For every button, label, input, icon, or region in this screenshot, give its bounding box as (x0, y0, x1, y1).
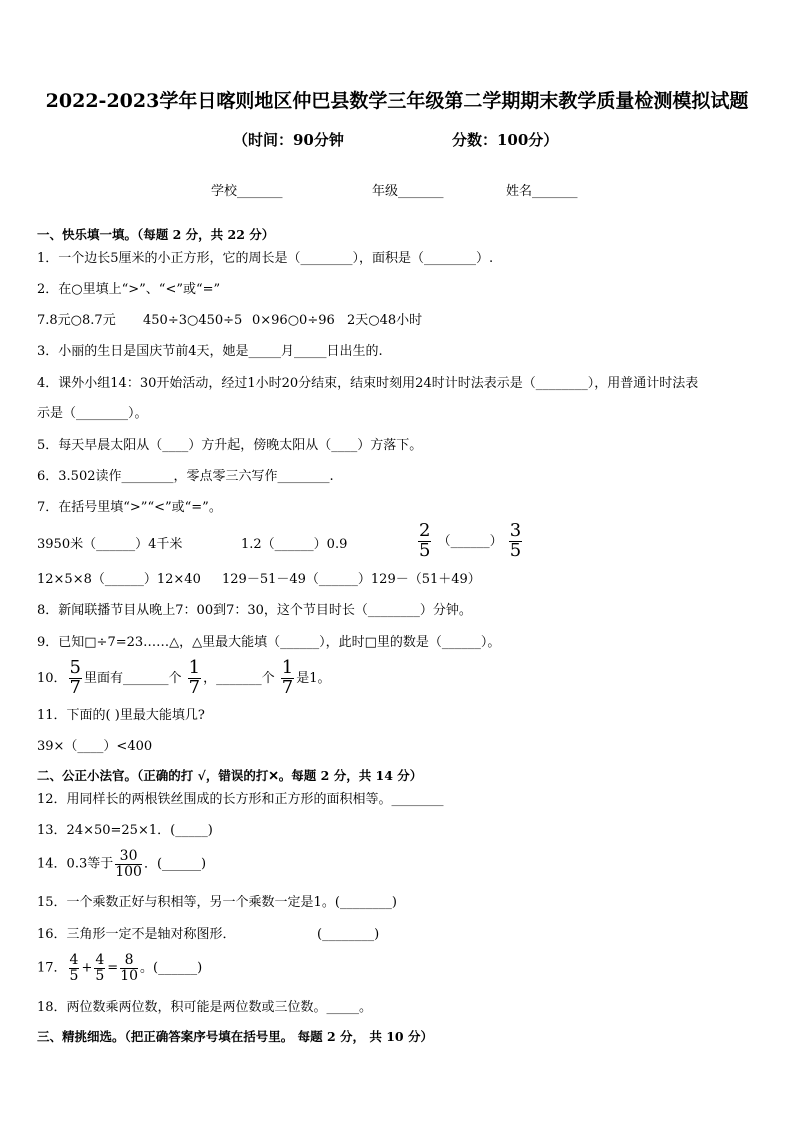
question-3: 3．小丽的生日是国庆节前4天，她是_____月_____日出生的. (37, 344, 383, 359)
grade-field: 年级_______ (372, 184, 444, 199)
exam-score: 分数：100分） (452, 131, 559, 149)
fraction: $\frac{4}{5}$ (69, 952, 79, 984)
question-11: 11．下面的( )里最大能填几? (37, 708, 205, 723)
question-5: 5．每天早晨太阳从（____）方升起，傍晚太阳从（____）方落下。 (37, 438, 423, 453)
section-3-heading: 三、精挑细选。（把正确答案序号填在括号里。 每题 2 分， 共 10 分） (37, 1029, 433, 1044)
question-16: 16．三角形一定不是轴对称图形． (37, 927, 236, 942)
exam-time: （时间：90分钟 (233, 131, 344, 149)
page-title: 2022-2023学年日喀则地区仲巴县数学三年级第二学期期末教学质量检测模拟试题 (45, 90, 749, 112)
school-field: 学校_______ (211, 184, 283, 199)
fraction: $\frac{1}{7}$ (281, 657, 294, 698)
question-16-blank: (________) (317, 927, 380, 942)
question-2: 2．在○里填上“>”、“<”或“=” (37, 282, 221, 297)
question-18: 18．两位数乘两位数，积可能是两位数或三位数。_____。 (37, 1000, 373, 1015)
question-8: 8．新闻联播节目从晚上7：00到7：30，这个节目时长（________）分钟。 (37, 603, 472, 618)
question-7-c: $\frac{2}{5}$ （______） $\frac{3}{5}$ (419, 520, 522, 561)
question-13: 13．24×50=25×1．(_____) (37, 823, 213, 838)
question-7-e: 129－51－49（______）129－（51＋49） (222, 572, 481, 587)
question-14: 14．0.3等于 $\frac{30}{100}$ ．(______) (37, 848, 207, 880)
question-2-item: 0×96○0÷96 (252, 313, 335, 328)
name-field: 姓名_______ (506, 184, 578, 199)
fraction: $\frac{3}{5}$ (509, 520, 522, 561)
question-7: 7．在括号里填“>”“<”或“=”。 (37, 500, 222, 515)
question-7-a: 3950米（______）4千米 (37, 537, 183, 552)
question-10: 10． $\frac{5}{7}$ 里面有_______个 $\frac{1}{7}$ ，_______个 $\frac{1}{7}$ 是1。 (37, 657, 331, 698)
question-11-item: 39×（____）<400 (37, 739, 153, 754)
section-1-heading: 一、快乐填一填。（每题 2 分，共 22 分） (37, 227, 275, 242)
fraction: $\frac{8}{10}$ (120, 952, 139, 984)
question-7-b: 1.2（______）0.9 (241, 537, 348, 552)
fraction: $\frac{1}{7}$ (188, 657, 201, 698)
question-12: 12．用同样长的两根铁丝围成的长方形和正方形的面积相等。________ (37, 792, 444, 807)
section-2-heading: 二、公正小法官。（正确的打 √，错误的打✕。每题 2 分，共 14 分） (37, 768, 423, 783)
fraction: $\frac{30}{100}$ (115, 848, 142, 880)
question-17: 17． $\frac{4}{5}$ + $\frac{4}{5}$ = $\frac{8}{10}$ 。(______) (37, 952, 203, 984)
question-2-item: 450÷3○450÷5 (143, 313, 243, 328)
question-4-line-1: 4．课外小组14：30开始活动，经过1小时20分结束，结束时刻用24时计时法表示是（________），用普通计时法表 (37, 376, 699, 391)
fraction: $\frac{4}{5}$ (95, 952, 105, 984)
question-4-line-2: 示是（________）。 (37, 406, 148, 421)
question-15: 15．一个乘数正好与积相等，另一个乘数一定是1。(________) (37, 895, 397, 910)
question-2-item: 2天○48小时 (347, 313, 423, 328)
fraction: $\frac{2}{5}$ (419, 520, 431, 561)
question-7-d: 12×5×8（______）12×40 (37, 572, 201, 587)
question-6: 6．3.502读作________，零点零三六写作________. (37, 469, 334, 484)
question-2-item: 7.8元○8.7元 (37, 313, 116, 328)
question-9: 9．已知□÷7=23……△，△里最大能填（______），此时□里的数是（______）。 (37, 635, 501, 650)
fraction: $\frac{5}{7}$ (69, 657, 81, 698)
question-1: 1．一个边长5厘米的小正方形，它的周长是（________），面积是（________）. (37, 251, 494, 266)
